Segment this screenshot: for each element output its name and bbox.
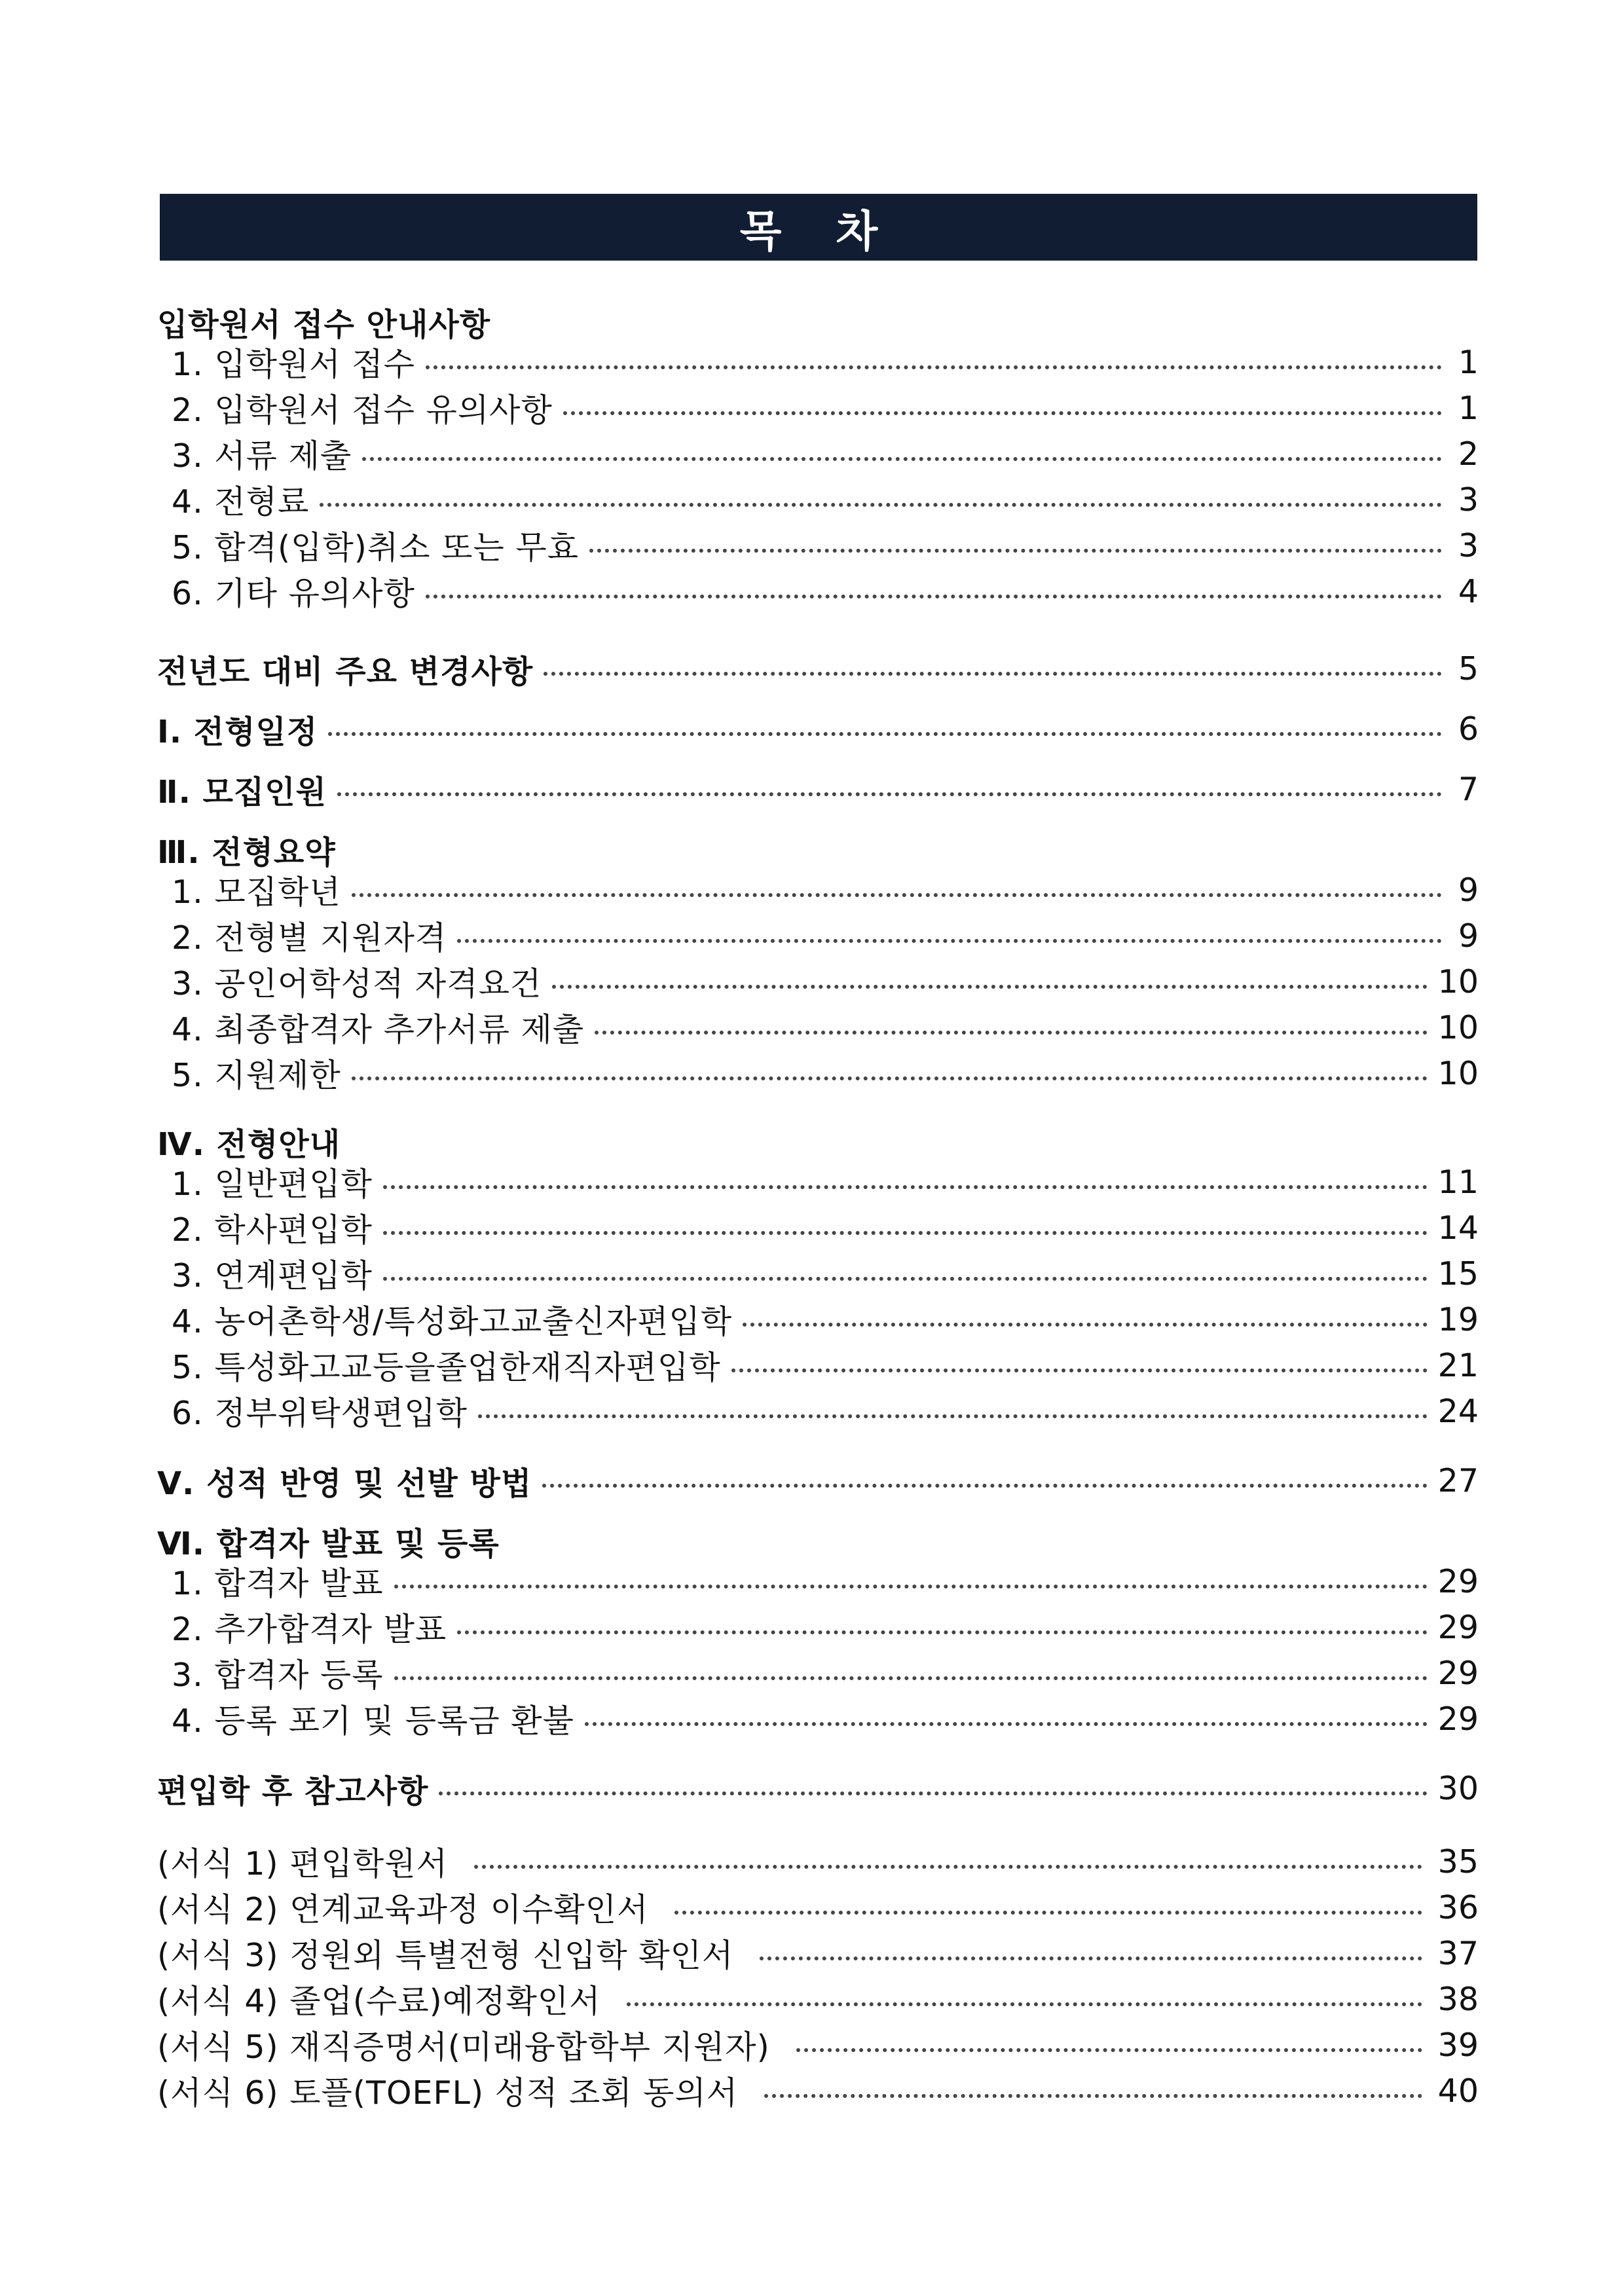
toc-section-label: Ⅴ. 성적 반영 및 선발 방법 bbox=[157, 1465, 532, 1502]
dot-leader bbox=[426, 365, 1442, 369]
toc-section-label: Ⅱ. 모집인원 bbox=[157, 773, 327, 811]
toc-section-recruitment-quota[interactable] bbox=[0, 766, 1624, 812]
dot-leader bbox=[760, 1956, 1422, 1960]
toc-form-page: 38 bbox=[1437, 1980, 1479, 2018]
toc-item[interactable] bbox=[0, 1558, 1624, 1604]
toc-item[interactable] bbox=[0, 1696, 1624, 1742]
toc-section-announcement-registration[interactable] bbox=[0, 1518, 1624, 1564]
toc-item[interactable] bbox=[0, 477, 1624, 523]
dot-leader bbox=[337, 792, 1442, 796]
toc-section-label: 편입학 후 참고사항 bbox=[157, 1772, 429, 1810]
toc-form-item[interactable] bbox=[0, 2068, 1624, 2114]
toc-form-label: (서식 4) 졸업(수료)예정확인서 bbox=[157, 1983, 601, 2020]
toc-section-admission-summary[interactable] bbox=[0, 826, 1624, 872]
toc-section-page: 7 bbox=[1458, 770, 1479, 808]
toc-item-label: 6. 기타 유의사항 bbox=[172, 575, 415, 612]
dot-leader bbox=[362, 457, 1442, 461]
toc-item-label: 1. 합격자 발표 bbox=[172, 1565, 384, 1602]
toc-form-page: 37 bbox=[1437, 1934, 1479, 1972]
toc-item-page: 1 bbox=[1458, 389, 1479, 427]
toc-item-page: 1 bbox=[1458, 343, 1479, 381]
dot-leader bbox=[426, 595, 1442, 598]
dot-leader bbox=[383, 1231, 1428, 1235]
toc-item-label: 2. 학사편입학 bbox=[172, 1211, 373, 1249]
toc-item-label: 1. 입학원서 접수 bbox=[172, 346, 415, 383]
toc-item-label: 2. 전형별 지원자격 bbox=[172, 919, 447, 957]
toc-section-label: Ⅵ. 합격자 발표 및 등록 bbox=[157, 1525, 500, 1562]
toc-section-schedule[interactable] bbox=[0, 706, 1624, 752]
toc-item-page: 21 bbox=[1437, 1346, 1479, 1384]
toc-item-label: 4. 농어촌학생/특성화고교출신자편입학 bbox=[172, 1303, 733, 1340]
toc-section-page: 27 bbox=[1437, 1461, 1479, 1499]
toc-item-page: 11 bbox=[1437, 1163, 1479, 1201]
toc-item-page: 2 bbox=[1458, 435, 1479, 473]
dot-leader bbox=[320, 503, 1442, 507]
dot-leader bbox=[394, 1585, 1428, 1588]
toc-item[interactable] bbox=[0, 1650, 1624, 1696]
toc-form-label: (서식 3) 정원외 특별전형 신입학 확인서 bbox=[157, 1937, 734, 1974]
toc-item-label: 1. 모집학년 bbox=[172, 873, 341, 911]
dot-leader bbox=[589, 549, 1442, 553]
toc-item-page: 19 bbox=[1437, 1300, 1479, 1338]
toc-item-page: 24 bbox=[1437, 1392, 1479, 1430]
dot-leader bbox=[552, 985, 1427, 989]
toc-section-label: 전년도 대비 주요 변경사항 bbox=[157, 653, 534, 690]
toc-form-item[interactable] bbox=[0, 1976, 1624, 2022]
dot-leader bbox=[352, 1076, 1428, 1080]
toc-form-label: (서식 6) 토플(TOEFL) 성적 조회 동의서 bbox=[157, 2074, 739, 2112]
toc-item-label: 3. 공인어학성적 자격요건 bbox=[172, 965, 542, 1002]
dot-leader bbox=[478, 1414, 1428, 1418]
toc-section-label: 입학원서 접수 안내사항 bbox=[157, 306, 491, 343]
dot-leader bbox=[563, 411, 1442, 415]
toc-form-page: 39 bbox=[1437, 2026, 1479, 2064]
dot-leader bbox=[457, 939, 1442, 943]
toc-item[interactable] bbox=[0, 339, 1624, 385]
toc-item[interactable] bbox=[0, 913, 1624, 959]
toc-section-admission-guide[interactable] bbox=[0, 1118, 1624, 1164]
toc-item-page: 10 bbox=[1437, 1054, 1479, 1092]
toc-item[interactable] bbox=[0, 867, 1624, 913]
toc-item-label: 2. 입학원서 접수 유의사항 bbox=[172, 392, 553, 429]
dot-leader bbox=[595, 1031, 1427, 1035]
toc-item-page: 29 bbox=[1437, 1608, 1479, 1646]
toc-item-label: 5. 특성화고교등을졸업한재직자편입학 bbox=[172, 1349, 721, 1386]
dot-leader bbox=[542, 1484, 1427, 1488]
toc-item-label: 3. 합격자 등록 bbox=[172, 1657, 384, 1694]
toc-item-page: 3 bbox=[1458, 481, 1479, 519]
toc-item-label: 4. 등록 포기 및 등록금 환불 bbox=[172, 1702, 574, 1740]
toc-section-label: Ⅳ. 전형안내 bbox=[157, 1126, 341, 1163]
toc-item-label: 3. 서류 제출 bbox=[172, 437, 352, 475]
toc-item-page: 4 bbox=[1458, 572, 1479, 610]
toc-form-item[interactable] bbox=[0, 1884, 1624, 1930]
toc-item-label: 3. 연계편입학 bbox=[172, 1257, 373, 1294]
dot-leader bbox=[457, 1630, 1427, 1634]
toc-item-page: 15 bbox=[1437, 1255, 1479, 1293]
toc-item[interactable] bbox=[0, 1004, 1624, 1050]
dot-leader bbox=[764, 2094, 1422, 2098]
toc-item[interactable] bbox=[0, 523, 1624, 568]
toc-section-label: Ⅲ. 전형요약 bbox=[157, 834, 336, 871]
toc-item[interactable] bbox=[0, 385, 1624, 431]
dot-leader bbox=[627, 2002, 1422, 2006]
dot-leader bbox=[743, 1323, 1427, 1327]
dot-leader bbox=[731, 1368, 1428, 1372]
toc-form-page: 40 bbox=[1437, 2072, 1479, 2110]
toc-item-page: 29 bbox=[1437, 1654, 1479, 1692]
toc-section-application-guide[interactable] bbox=[0, 299, 1624, 344]
toc-item-label: 4. 최종합격자 추가서류 제출 bbox=[172, 1011, 585, 1048]
dot-leader bbox=[585, 1722, 1428, 1726]
toc-section-label: Ⅰ. 전형일정 bbox=[157, 713, 318, 750]
dot-leader bbox=[328, 732, 1442, 736]
toc-form-item[interactable] bbox=[0, 2022, 1624, 2068]
dot-leader bbox=[544, 672, 1442, 676]
toc-item[interactable] bbox=[0, 1296, 1624, 1342]
dot-leader bbox=[674, 1911, 1422, 1915]
toc-form-page: 36 bbox=[1437, 1888, 1479, 1926]
toc-item-label: 5. 합격(입학)취소 또는 무효 bbox=[172, 529, 580, 566]
toc-title: 목 차 bbox=[739, 206, 898, 257]
dot-leader bbox=[352, 893, 1442, 897]
toc-section-page: 6 bbox=[1458, 710, 1479, 748]
toc-section-selection-method[interactable] bbox=[0, 1458, 1624, 1503]
toc-item-label: 1. 일반편입학 bbox=[172, 1166, 373, 1203]
dot-leader bbox=[383, 1277, 1428, 1281]
toc-item-label: 2. 추가합격자 발표 bbox=[172, 1611, 447, 1648]
toc-form-label: (서식 2) 연계교육과정 이수확인서 bbox=[157, 1891, 649, 1928]
toc-item[interactable] bbox=[0, 959, 1624, 1004]
toc-item[interactable] bbox=[0, 1050, 1624, 1096]
dot-leader bbox=[796, 2048, 1422, 2052]
toc-form-item[interactable] bbox=[0, 1930, 1624, 1976]
toc-item[interactable] bbox=[0, 1205, 1624, 1251]
toc-section-page: 5 bbox=[1458, 650, 1479, 688]
toc-form-label: (서식 5) 재직증명서(미래융합학부 지원자) bbox=[157, 2029, 770, 2066]
toc-item[interactable] bbox=[0, 1159, 1624, 1205]
toc-section-after-transfer-notes[interactable] bbox=[0, 1765, 1624, 1811]
toc-item[interactable] bbox=[0, 1251, 1624, 1296]
toc-item-page: 9 bbox=[1458, 917, 1479, 955]
dot-leader bbox=[394, 1676, 1428, 1680]
toc-item-page: 14 bbox=[1437, 1209, 1479, 1247]
toc-item-page: 10 bbox=[1437, 963, 1479, 1001]
toc-item-label: 5. 지원제한 bbox=[172, 1057, 341, 1094]
toc-section-page: 30 bbox=[1437, 1769, 1479, 1807]
toc-item-page: 3 bbox=[1458, 526, 1479, 564]
toc-item-label: 4. 전형료 bbox=[172, 483, 310, 521]
toc-item[interactable] bbox=[0, 568, 1624, 614]
dot-leader bbox=[439, 1791, 1427, 1795]
toc-item[interactable] bbox=[0, 1604, 1624, 1650]
toc-form-label: (서식 1) 편입학원서 bbox=[157, 1845, 448, 1882]
toc-section-major-changes[interactable] bbox=[0, 646, 1624, 691]
toc-form-page: 35 bbox=[1437, 1843, 1479, 1881]
toc-form-item[interactable] bbox=[0, 1839, 1624, 1884]
toc-item-page: 29 bbox=[1437, 1700, 1479, 1738]
toc-item[interactable] bbox=[0, 1342, 1624, 1388]
toc-item[interactable] bbox=[0, 431, 1624, 477]
dot-leader bbox=[383, 1185, 1428, 1189]
toc-item-label: 6. 정부위탁생편입학 bbox=[172, 1395, 468, 1432]
toc-item-page: 9 bbox=[1458, 871, 1479, 909]
toc-item[interactable] bbox=[0, 1388, 1624, 1434]
dot-leader bbox=[474, 1865, 1422, 1869]
toc-item-page: 10 bbox=[1437, 1008, 1479, 1046]
toc-item-page: 29 bbox=[1437, 1562, 1479, 1600]
